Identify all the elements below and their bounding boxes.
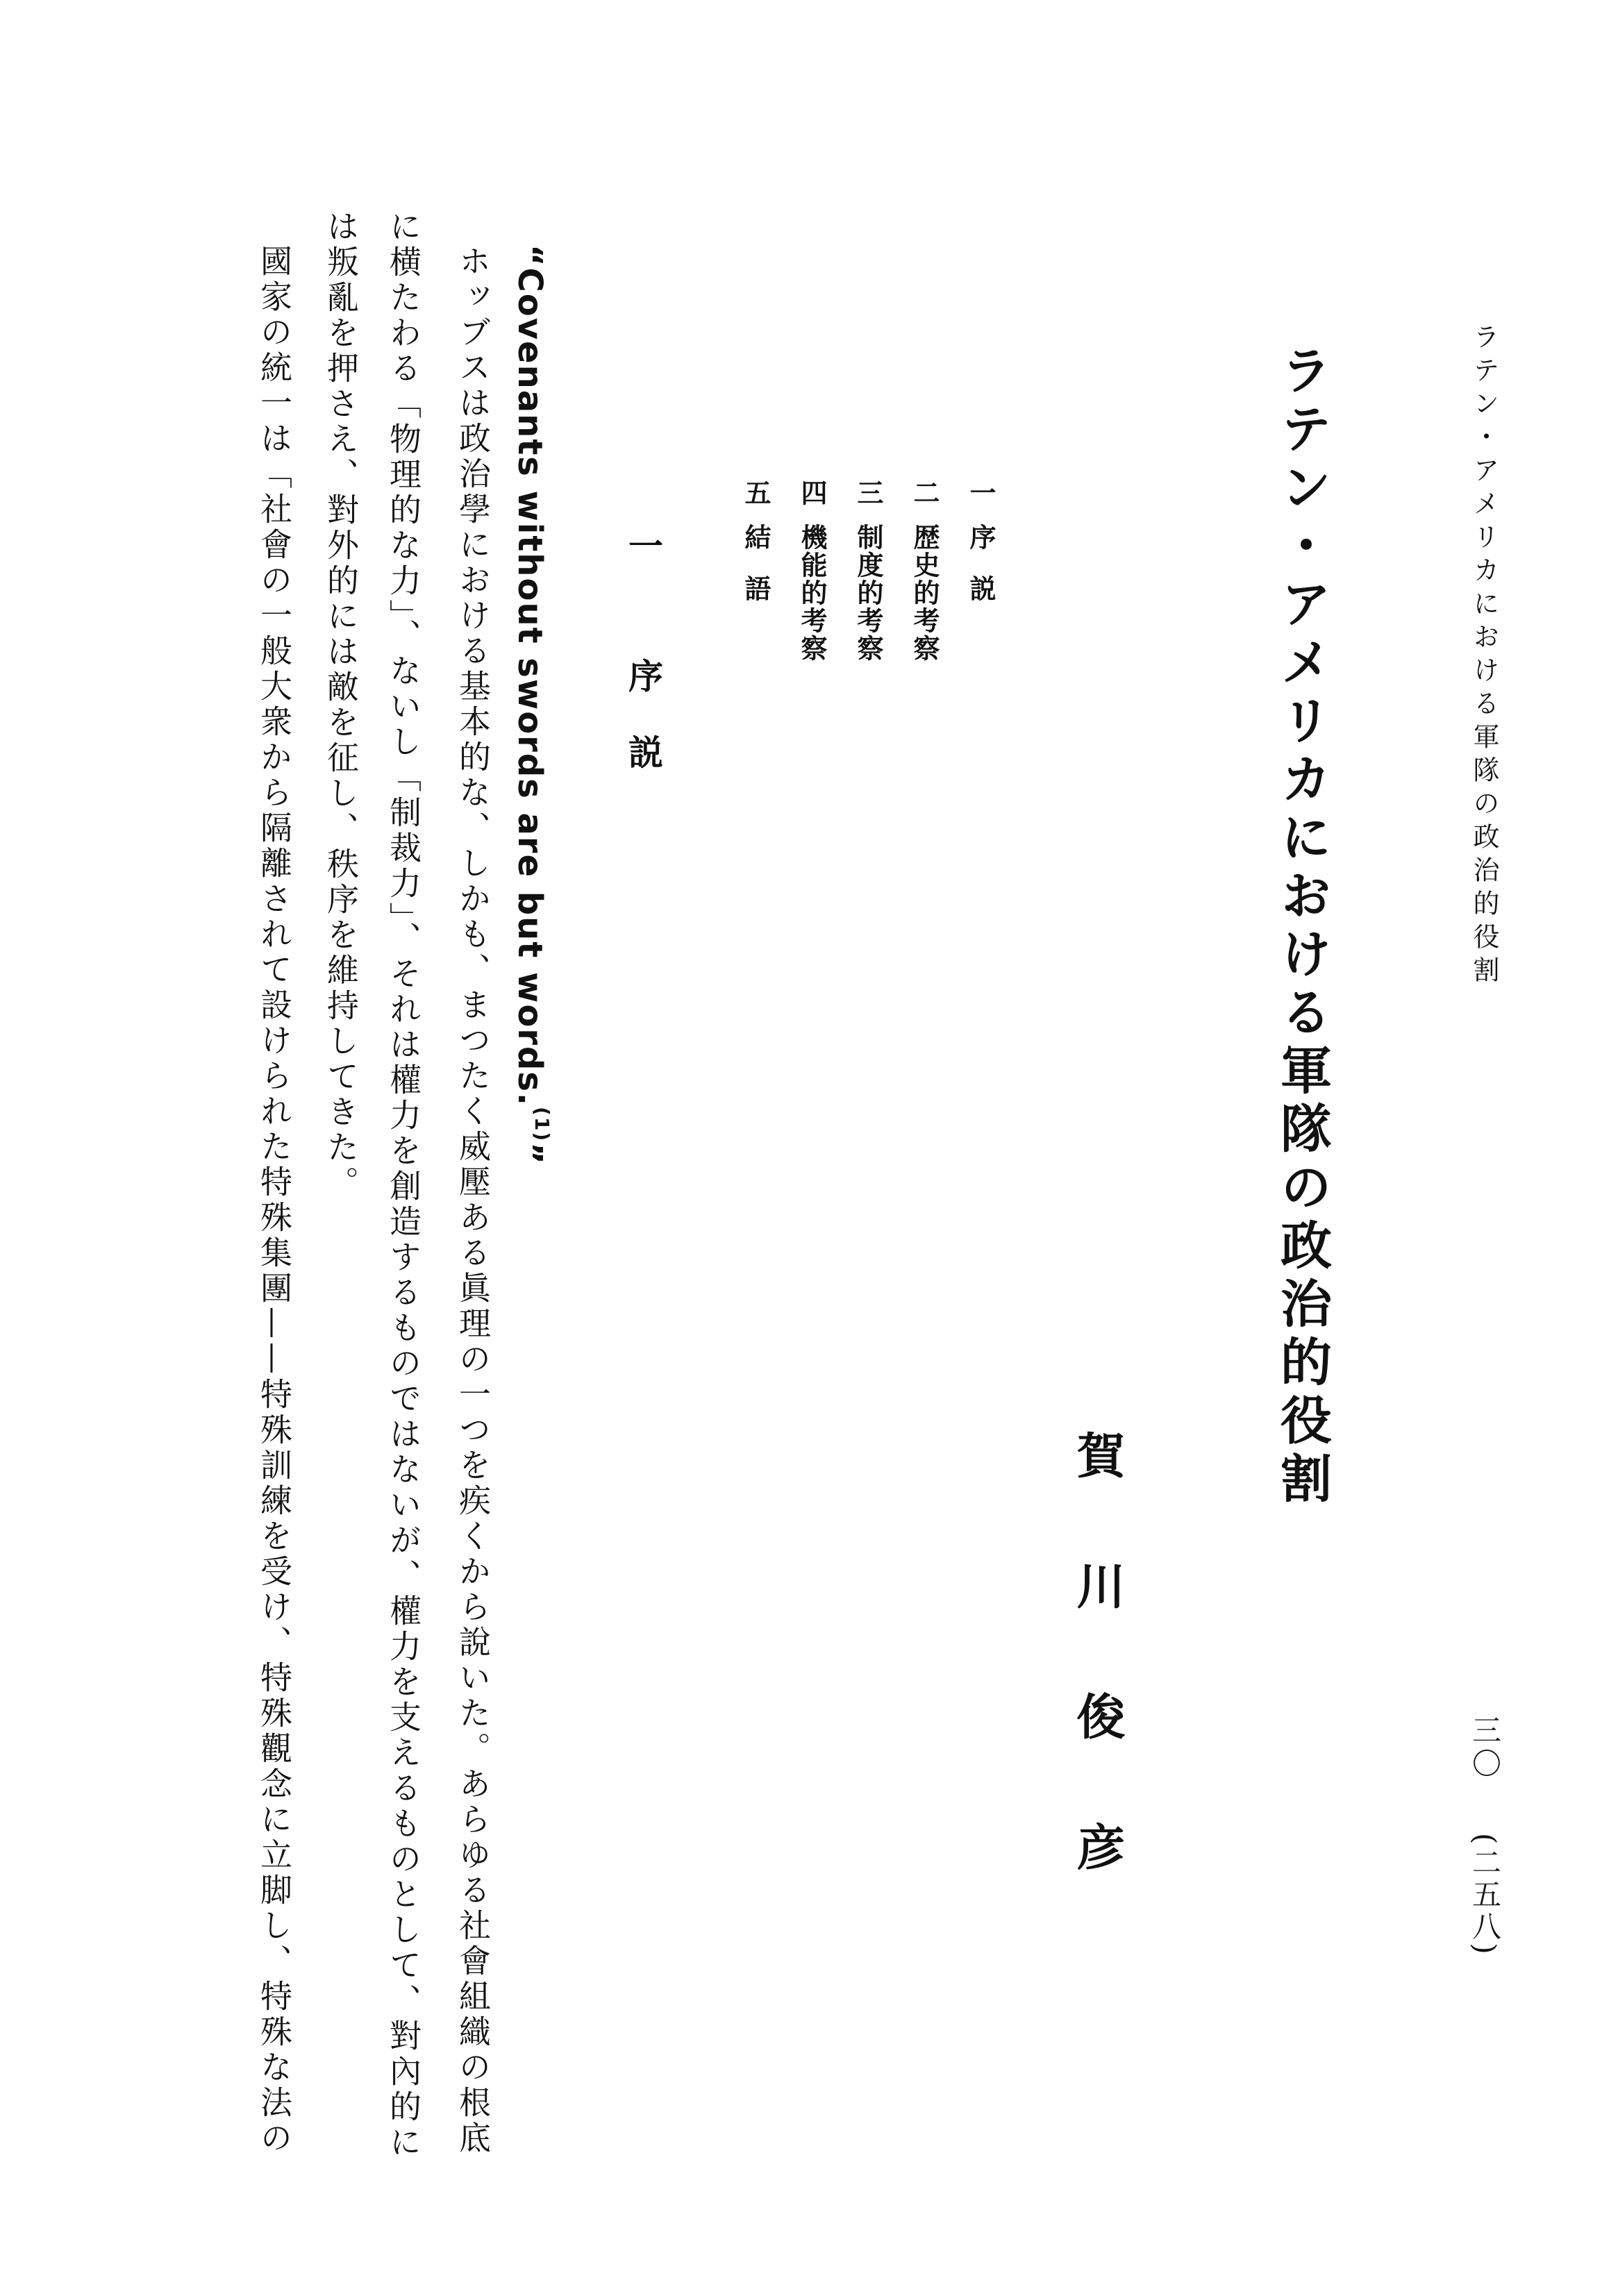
toc-item-5 xyxy=(737,479,775,701)
toc-number: 二 xyxy=(909,479,940,505)
page-number: 三〇 xyxy=(1468,1715,1502,1782)
body-paragraph-line: に横たわる「物理的な力」、ないし「制裁力」、それは權力を創造するものではないが、權力を支えるものとして、對內的に xyxy=(385,210,422,2161)
toc-label: 歴史的考察 xyxy=(909,523,940,662)
toc-number: 三 xyxy=(853,479,884,505)
toc-item-4 xyxy=(793,479,831,701)
body-paragraph-line: は叛亂を押さえ、對外的には敵を征し、秩序を維持してきた。 xyxy=(322,210,360,1201)
epigraph-close-quote: ” xyxy=(510,1142,549,1166)
epigraph-text: “Covenants without swords are but words. xyxy=(510,244,549,1107)
toc-item-1 xyxy=(962,479,1000,701)
author-name: 賀川俊彦 xyxy=(1069,1430,1126,1952)
body-paragraph-line: ホッブスは政治學における基本的な、しかも、まつたく威壓ある眞理の一つを疾くから說いた。あらゆる社會組織の根底 xyxy=(454,244,492,2156)
body-paragraph-line: 國家の統一は「社會の一般大衆から隔離されて設けられた特殊集團——特殊訓練を受け、特殊觀念に立脚し、特殊な法の xyxy=(256,244,293,2156)
table-of-contents xyxy=(740,479,1000,701)
toc-label: 序説 xyxy=(965,523,996,626)
toc-number: 四 xyxy=(797,479,828,505)
footnote-marker: (1) xyxy=(531,1107,553,1143)
toc-item-3 xyxy=(849,479,887,701)
toc-label: 制度的考察 xyxy=(853,523,884,662)
toc-item-2 xyxy=(906,479,944,701)
running-head: ラテン・アメリカにおける軍隊の政治的役割 xyxy=(1469,323,1499,989)
epigraph xyxy=(510,244,553,1166)
toc-number: 五 xyxy=(740,479,772,505)
section-heading: 一 序説 xyxy=(623,528,664,811)
article-title: ラテン・アメリカにおける軍隊の政治的役割 xyxy=(1272,344,1332,1510)
toc-label: 機能的考察 xyxy=(797,523,828,662)
toc-label: 結語 xyxy=(740,523,772,626)
toc-number: 一 xyxy=(965,479,996,505)
page-number-alt: (二五八) xyxy=(1468,1833,1502,1957)
